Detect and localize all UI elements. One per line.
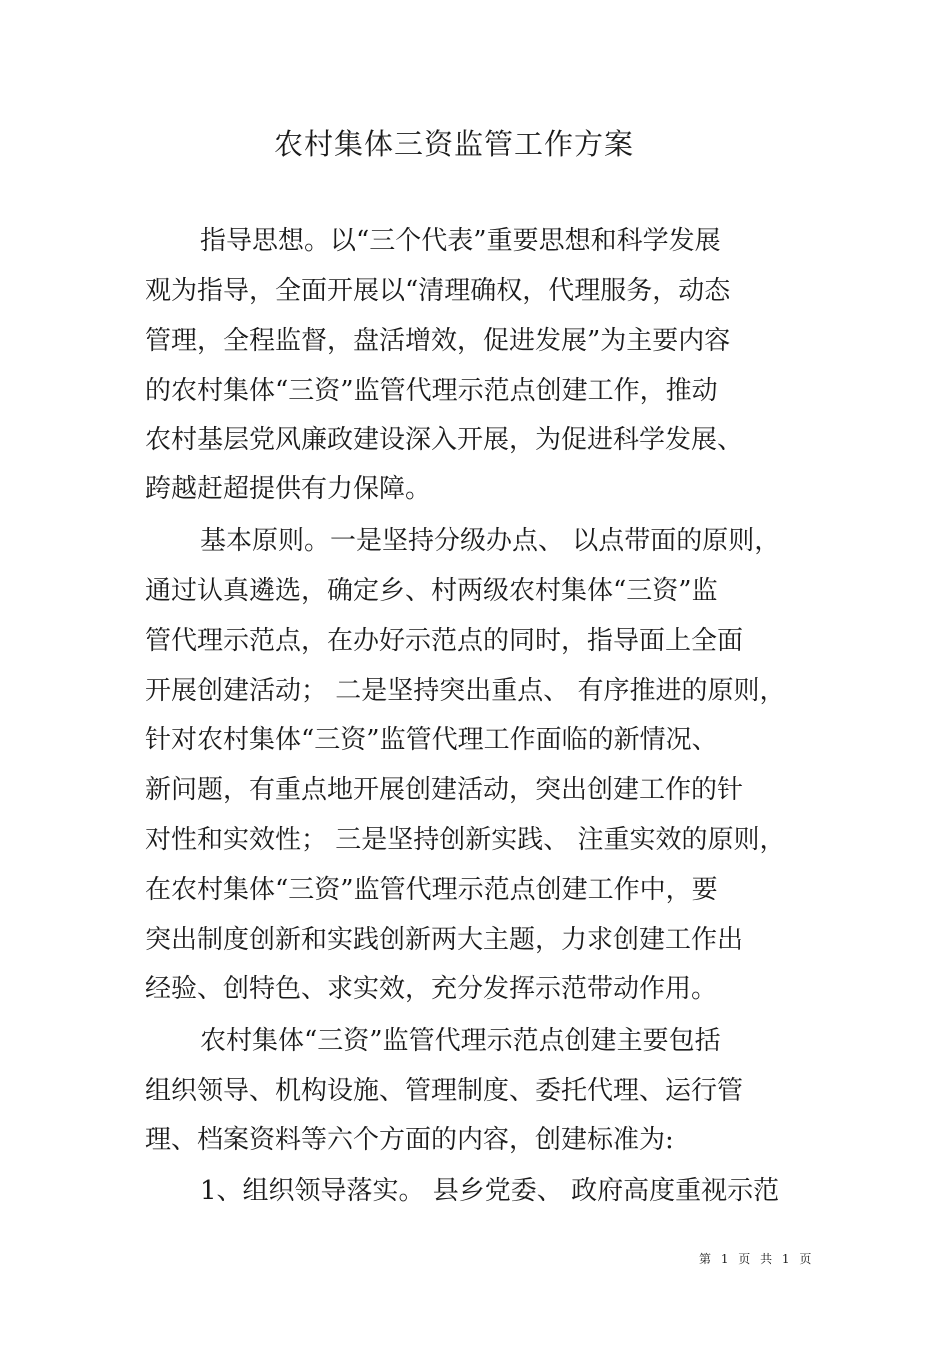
body-line: 对性和实效性； 三是坚持创新实践、 注重实效的原则，	[145, 825, 786, 855]
body-line: 农村基层党风廉政建设深入开展，为促进科学发展、	[145, 425, 744, 455]
body-line: 通过认真遴选，确定乡、村两级农村集体“三资”监	[145, 576, 718, 606]
body-line: 指导思想。以“三个代表”重要思想和科学发展	[200, 226, 721, 256]
body-line: 针对农村集体“三资”监管代理工作面临的新情况、	[145, 725, 718, 755]
document-title: 农村集体三资监管工作方案	[273, 127, 634, 161]
body-line: 在农村集体“三资”监管代理示范点创建工作中，要	[145, 875, 718, 905]
body-line: 开展创建活动； 二是坚持突出重点、 有序推进的原则，	[145, 676, 786, 706]
body-line: 的农村集体“三资”监管代理示范点创建工作，推动	[145, 376, 718, 406]
body-line: 管理，全程监督，盘活增效，促进发展”为主要内容	[145, 326, 731, 356]
body-line: 跨越赶超提供有力保障。	[145, 474, 432, 504]
body-line: 观为指导，全面开展以“清理确权，代理服务，动态	[145, 276, 731, 306]
body-line: 突出制度创新和实践创新两大主题，力求创建工作出	[145, 925, 744, 955]
body-line: 组织领导、机构设施、管理制度、委托代理、运行管	[145, 1076, 744, 1106]
body-line: 经验、创特色、求实效，充分发挥示范带动作用。	[145, 974, 718, 1004]
body-line: 基本原则。一是坚持分级办点、 以点带面的原则，	[200, 526, 781, 556]
body-line: 理、档案资料等六个方面的内容，创建标准为:	[145, 1125, 674, 1155]
body-line: 新问题，有重点地开展创建活动，突出创建工作的针	[145, 775, 744, 805]
page-number-footer: 第 1 页 共 1 页	[699, 1252, 813, 1266]
body-line: 1、组织领导落实。 县乡党委、 政府高度重视示范	[200, 1176, 780, 1206]
body-line: 农村集体“三资”监管代理示范点创建主要包括	[200, 1026, 721, 1056]
body-line: 管代理示范点，在办好示范点的同时，指导面上全面	[145, 626, 744, 656]
